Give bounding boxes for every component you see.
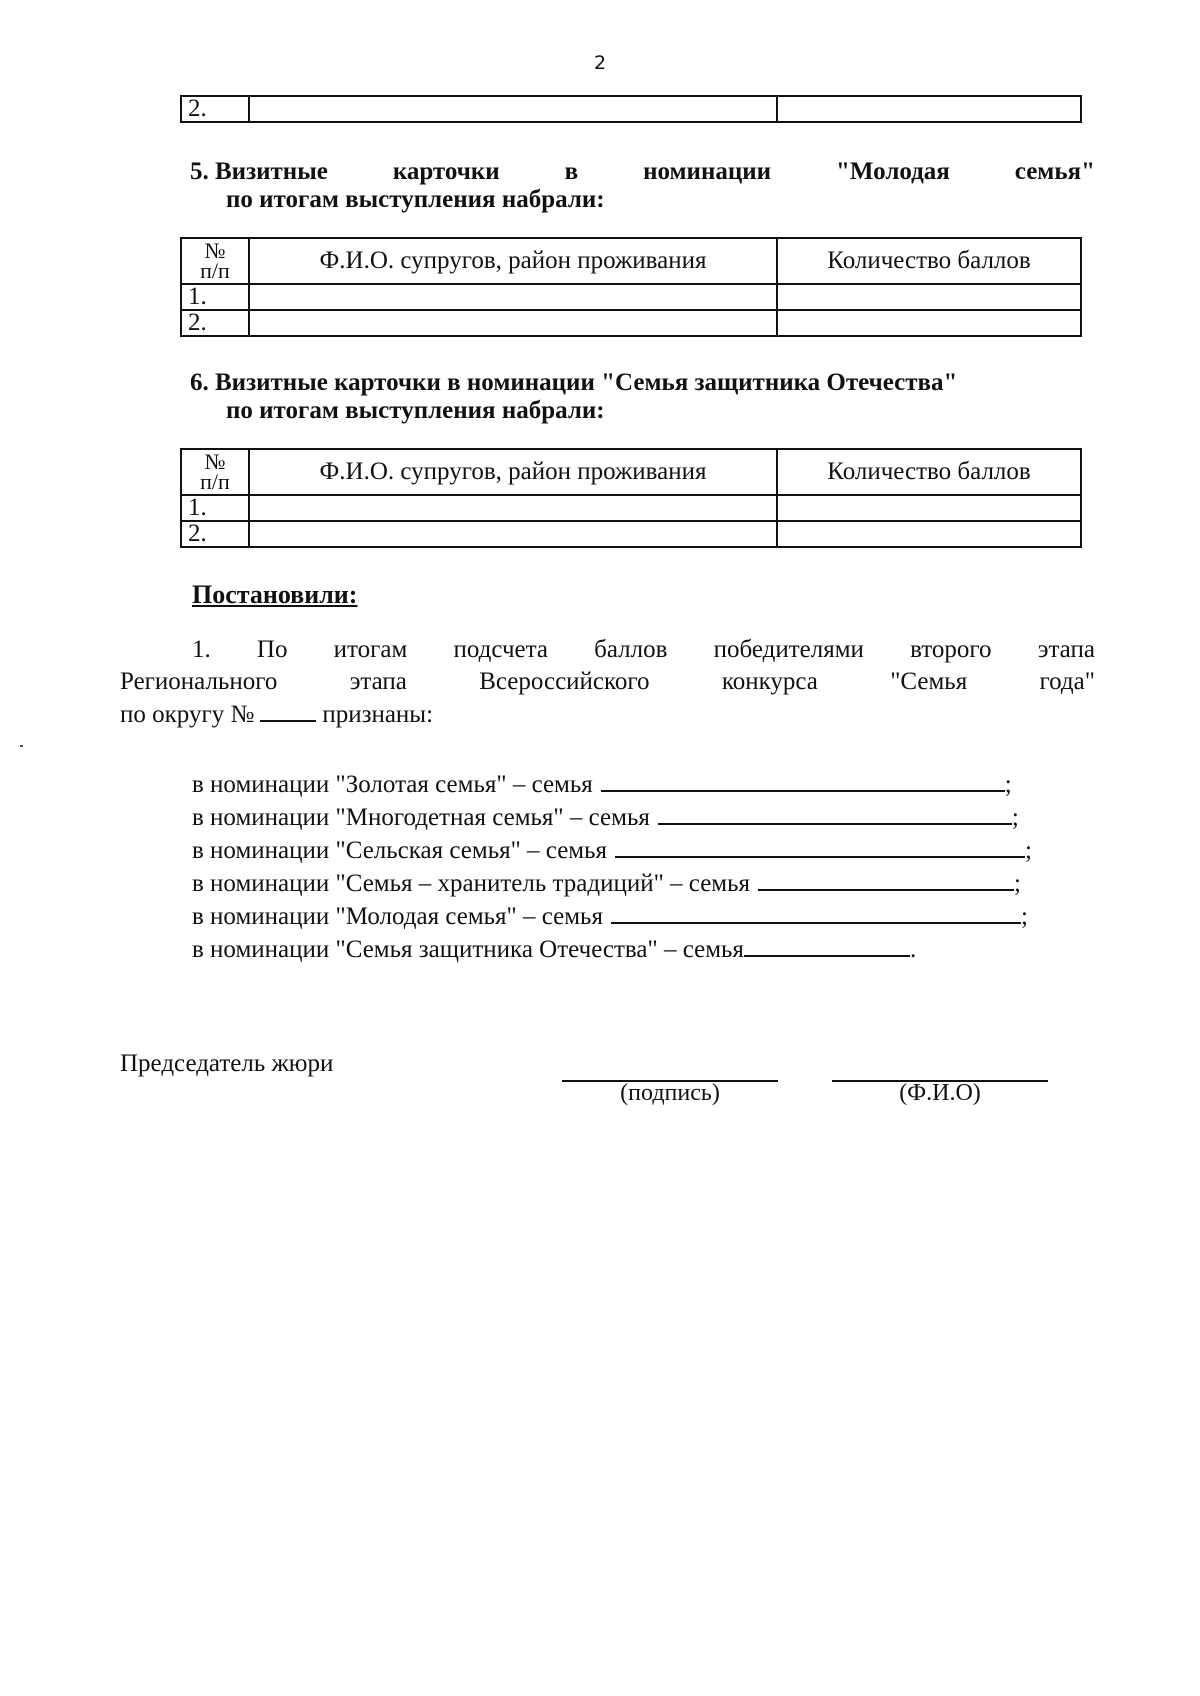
table-row <box>181 284 1081 310</box>
table-header-row <box>181 238 1081 284</box>
family-blank[interactable] <box>601 768 1005 792</box>
family-blank[interactable] <box>744 933 910 957</box>
row-number: 1. <box>181 284 249 310</box>
resolved-title: Постановили: <box>192 580 358 609</box>
table-row <box>181 96 1081 122</box>
row-number: 2. <box>181 521 249 547</box>
heading-word: 5. Визитные <box>190 158 328 185</box>
para-word: "Семья <box>890 668 968 695</box>
district-number-blank[interactable] <box>260 698 316 722</box>
section-5-heading <box>190 158 1095 214</box>
name-cell <box>249 96 777 122</box>
header-name: Ф.И.О. супругов, район проживания <box>249 449 777 495</box>
header-name: Ф.И.О. супругов, район проживания <box>249 238 777 284</box>
nomination-line: в номинации "Сельская семья" – семья ; <box>192 834 1032 867</box>
family-blank[interactable] <box>758 867 1014 891</box>
score-cell <box>777 495 1081 521</box>
para-word: второго <box>910 636 992 663</box>
nomination-line: в номинации "Семья защитника Отечества" – семья . <box>192 933 1032 966</box>
heading-word: номинации <box>643 158 772 185</box>
heading-word: "Молодая <box>836 158 950 185</box>
previous-table-tail <box>180 95 1082 123</box>
header-score: Количество баллов <box>777 238 1081 284</box>
para-word: Регионального <box>120 668 278 695</box>
heading-word: семья" <box>1014 158 1095 185</box>
heading-line-2: по итогам выступления набрали: <box>226 186 605 213</box>
name-cell <box>249 310 777 336</box>
margin-mark <box>20 745 23 747</box>
table-row <box>181 310 1081 336</box>
chair-label: Председатель жюри <box>120 1050 334 1077</box>
para-word: победителями <box>713 636 864 663</box>
score-cell <box>777 310 1081 336</box>
para-word: подсчета <box>453 636 548 663</box>
nomination-line: в номинации "Золотая семья" – семья ; <box>192 768 1032 801</box>
heading-word: карточки <box>392 158 500 185</box>
nomination-line: в номинации "Молодая семья" – семья ; <box>192 900 1032 933</box>
score-cell <box>777 284 1081 310</box>
table-header-row <box>181 449 1081 495</box>
row-number: 1. <box>181 495 249 521</box>
signature-caption: (подпись) <box>620 1080 720 1106</box>
name-caption: (Ф.И.О) <box>899 1080 981 1106</box>
page-number: 2 <box>593 52 607 74</box>
header-number: № п/п <box>181 238 249 284</box>
section-6-heading: 6. Визитные карточки в номинации "Семья защитника Отечества" по итогам выступления набрали: <box>190 369 1095 425</box>
family-blank[interactable] <box>611 900 1021 924</box>
row-number: 2. <box>181 310 249 336</box>
para-word: этапа <box>349 668 407 695</box>
para-text: признаны: <box>322 701 434 728</box>
name-cell <box>249 495 777 521</box>
heading-word: в <box>564 158 579 185</box>
nominations-list <box>192 768 1032 966</box>
score-cell <box>777 96 1081 122</box>
para-text: по округу № <box>120 701 255 728</box>
heading-line-1: Визитные карточки в номинации "Семья защитника Отечества" <box>215 369 958 396</box>
para-word: итогам <box>333 636 408 663</box>
score-cell <box>777 521 1081 547</box>
family-blank[interactable] <box>658 801 1012 825</box>
para-word: конкурса <box>721 668 818 695</box>
para-word: баллов <box>594 636 668 663</box>
section-6-table <box>180 448 1082 548</box>
para-word: Всероссийского <box>479 668 650 695</box>
name-cell <box>249 284 777 310</box>
table-row <box>181 521 1081 547</box>
header-number: № п/п <box>181 449 249 495</box>
row-number: 2. <box>181 96 249 122</box>
para-word: 1. <box>192 636 211 663</box>
para-word: По <box>256 636 288 663</box>
name-cell <box>249 521 777 547</box>
para-word: года" <box>1039 668 1095 695</box>
para-word: этапа <box>1037 636 1095 663</box>
family-blank[interactable] <box>615 834 1025 858</box>
nomination-line: в номинации "Многодетная семья" – семья ; <box>192 801 1032 834</box>
header-score: Количество баллов <box>777 449 1081 495</box>
heading-line-2: по итогам выступления набрали: <box>226 397 605 424</box>
section-5-table <box>180 237 1082 337</box>
resolution-paragraph <box>120 634 1095 731</box>
nomination-line: в номинации "Семья – хранитель традиций" – семья ; <box>192 867 1032 900</box>
table-row <box>181 495 1081 521</box>
